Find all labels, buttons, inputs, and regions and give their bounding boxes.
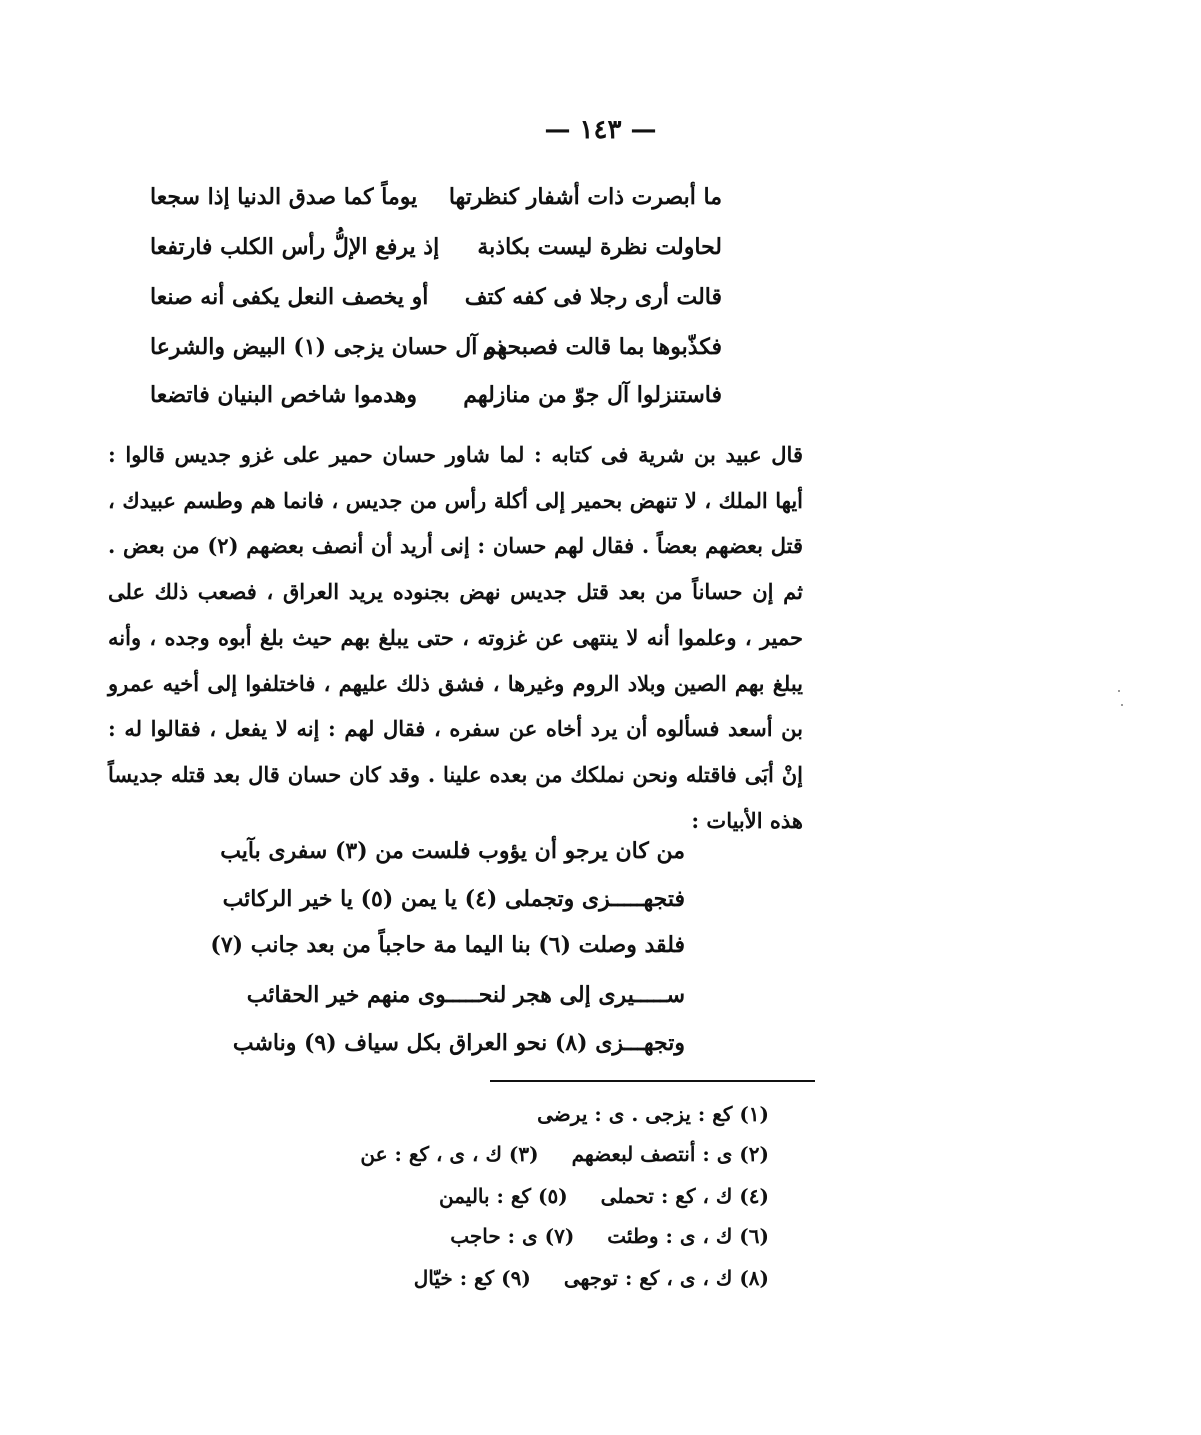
verse-first-hemistich: ما أبصرت ذات أشفار كنظرتها <box>448 184 722 210</box>
scan-speck <box>1121 704 1123 706</box>
footnote-line-1 <box>511 1102 769 1126</box>
footnote: (٧) ى : حاجب <box>450 1224 575 1248</box>
verse-first-hemistich: قالت أرى رجلا فى كفه كتف <box>464 284 722 310</box>
footnote: (٢) ى : أنتصف لبعضهم <box>571 1142 769 1166</box>
footnote: (١) كع : يزجى . ى : يرضى <box>537 1102 769 1126</box>
footnote: (٥) كع : باليمن <box>439 1184 568 1208</box>
poem2-verse-1: من كان يرجو أن يؤوب فلست من (٣) سفرى بآيب <box>220 838 685 864</box>
verse-first-hemistich: لحاولت نظرة ليست بكاذبة <box>477 234 722 260</box>
verse-second-hemistich: وهدموا شاخص البنيان فاتضعا <box>150 382 418 408</box>
verse-second-hemistich: يوماً كما صدق الدنيا إذا سجعا <box>150 184 418 210</box>
poem1-verse-4 <box>150 336 722 362</box>
footnote: (٩) كع : خيّال <box>413 1266 531 1290</box>
poem2-verse-3: فلقد وصلت (٦) بنا اليما مة حاجباً من بعد جانب (٧) <box>210 932 685 958</box>
footnote-separator <box>490 1080 815 1082</box>
verse-second-hemistich: ذو آل حسان يزجى (١) البيض والشرعا <box>150 334 506 360</box>
verse-second-hemistich: أو يخصف النعل يكفى أنه صنعا <box>150 284 429 310</box>
footnote-line-5 <box>388 1266 769 1290</box>
prose-text: قال عبيد بن شرية فى كتابه : لما شاور حسان حمير على غزو جديس قالوا : أيها الملك ، لا تنهض بحمير إلى أكلة رأس من جديس ، فانما هم وطسم عبيدك ، قتل بعضهم بعضاً . فقال لهم حسان : إنى أريد أن أنصف بعضهم (٢) من بعض . ثم إن حساناً من بعد قتل جديس نهض بجنوده يريد العراق ، فصعب ذلك على حمير ، وعلموا أنه لا ينتهى عن غزوته ، حتى يبلغ بهم حيث بلغ أبوه وجده ، وأنه يبلغ بهم الصين وبلاد الروم وغيرها ، فشق ذلك عليهم ، فاختلفوا إلى أخيه عمرو بن أسعد فسألوه أن يرد أخاه عن سفره ، فقال لهم : إنه لا يفعل ، فقالوا له : إنْ أبَى فاقتله ونحن نملكك من بعده علينا . وقد كان حسان قال بعد قتله جديساً هذه الأبيات : <box>108 442 803 833</box>
footnote: (٤) ك ، كع : تحملى <box>600 1184 769 1208</box>
footnote-line-4 <box>424 1224 769 1248</box>
poem2-verse-5: وتجهـــزى (٨) نحو العراق بكل سياف (٩) وناشب <box>232 1030 685 1056</box>
footnote: (٣) ك ، ى ، كع : عن <box>360 1142 539 1166</box>
verse-first-hemistich: فكذّبوها بما قالت فصبحهم <box>482 334 722 360</box>
footnote: (٦) ك ، ى : وطئت <box>607 1224 769 1248</box>
poem1-verse-1 <box>150 186 722 212</box>
poem2-verse-4: ســـــيرى إلى هجر لنحـــــوى منهم خير الحقائب <box>246 982 685 1008</box>
verse-second-hemistich: إذ يرفع الإلُّ رأس الكلب فارتفعا <box>150 234 440 260</box>
page-number: — ١٤٣ — <box>544 115 657 145</box>
poem1-verse-5 <box>150 384 722 410</box>
poem1-verse-2 <box>150 236 722 262</box>
poem1-verse-3 <box>150 286 722 312</box>
footnote-line-2 <box>334 1142 769 1166</box>
footnote: (٨) ك ، ى ، كع : توجهى <box>563 1266 769 1290</box>
prose-paragraph <box>108 432 803 843</box>
scan-speck <box>1118 690 1120 692</box>
footnote-line-3 <box>413 1184 769 1208</box>
verse-first-hemistich: فاستنزلوا آل جوّ من منازلهم <box>463 382 722 408</box>
poem2-verse-2: فتجهـــــزى وتجملى (٤) يا يمن (٥) يا خير الركائب <box>222 886 685 912</box>
